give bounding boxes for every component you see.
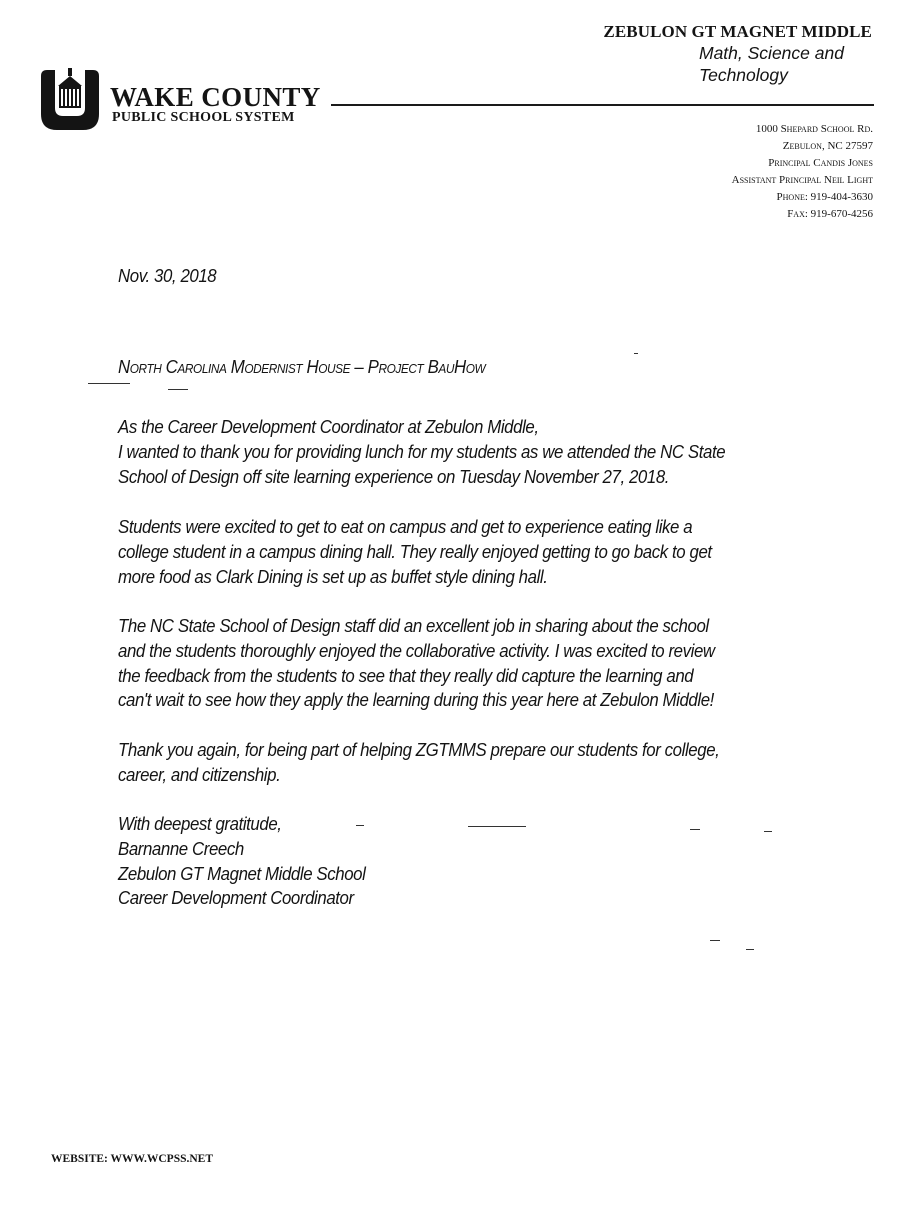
scan-speck: [690, 829, 700, 830]
scan-speck: [746, 949, 754, 950]
paragraph-line: and the students thoroughly enjoyed the collaborative activity. I was excited to review: [118, 639, 715, 661]
program-line-1: Math, Science and: [699, 43, 844, 63]
letter-paragraph: [118, 415, 810, 489]
signature-title: Career Development Coordinator: [118, 887, 354, 909]
signature-block: [118, 812, 365, 911]
paragraph-line: can't wait to see how they apply the learning during this year here at Zebulon Middle!: [118, 689, 714, 711]
scan-speck: [356, 825, 364, 826]
letter-subject: North Carolina Modernist House – Project BauHow: [118, 356, 486, 377]
school-program: [699, 42, 844, 86]
letter-date: Nov. 30, 2018: [118, 265, 217, 286]
paragraph-line: the feedback from the students to see that they really did capture the learning and: [118, 664, 694, 686]
scan-speck: [710, 940, 720, 941]
address-block: [732, 121, 873, 223]
paragraph-line: college student in a campus dining hall. They really enjoyed getting to go back to get: [118, 540, 712, 562]
signature-name: Barnanne Creech: [118, 837, 244, 859]
scan-speck: [634, 353, 638, 354]
paragraph-line: The NC State School of Design staff did an excellent job in sharing about the school: [118, 615, 709, 636]
district-name: WAKE COUNTY: [110, 82, 321, 112]
letter-paragraph: [118, 738, 810, 788]
paragraph-line: Students were excited to get to eat on campus and get to experience eating like a: [118, 516, 693, 537]
paragraph-line: As the Career Development Coordinator at Zebulon Middle,: [118, 416, 539, 437]
footer-website: WEBSITE: WWW.WCPSS.NET: [51, 1153, 214, 1165]
signature-school: Zebulon GT Magnet Middle School: [118, 862, 366, 884]
school-name: ZEBULON GT MAGNET MIDDLE: [603, 22, 872, 41]
scan-speck: [168, 389, 188, 390]
address-city: Zebulon, NC 27597: [782, 140, 873, 152]
letter-paragraph: [118, 515, 810, 589]
signature-closing: With deepest gratitude,: [118, 813, 282, 834]
scan-speck: [468, 826, 526, 827]
paragraph-line: career, and citizenship.: [118, 763, 281, 785]
district-logo-icon: [41, 68, 99, 130]
scan-speck: [764, 831, 772, 832]
paragraph-line: Thank you again, for being part of helping ZGTMMS prepare our students for college,: [118, 739, 720, 760]
letter-paragraph: [118, 614, 810, 713]
address-street: 1000 Shepard School Rd.: [755, 123, 873, 135]
address-principal: Principal Candis Jones: [768, 157, 873, 169]
address-fax: Fax: 919-670-4256: [787, 208, 873, 220]
address-assistant-principal: Assistant Principal Neil Light: [731, 174, 873, 186]
program-line-2: Technology: [699, 65, 788, 85]
district-subtitle: PUBLIC SCHOOL SYSTEM: [112, 110, 295, 125]
header-divider: [331, 104, 874, 106]
scan-speck: [88, 383, 130, 384]
paragraph-line: more food as Clark Dining is set up as buffet style dining hall.: [118, 565, 548, 587]
address-phone: Phone: 919-404-3630: [776, 191, 873, 203]
paragraph-line: School of Design off site learning experience on Tuesday November 27, 2018.: [118, 465, 670, 487]
paragraph-line: I wanted to thank you for providing lunch for my students as we attended the NC State: [118, 440, 726, 462]
